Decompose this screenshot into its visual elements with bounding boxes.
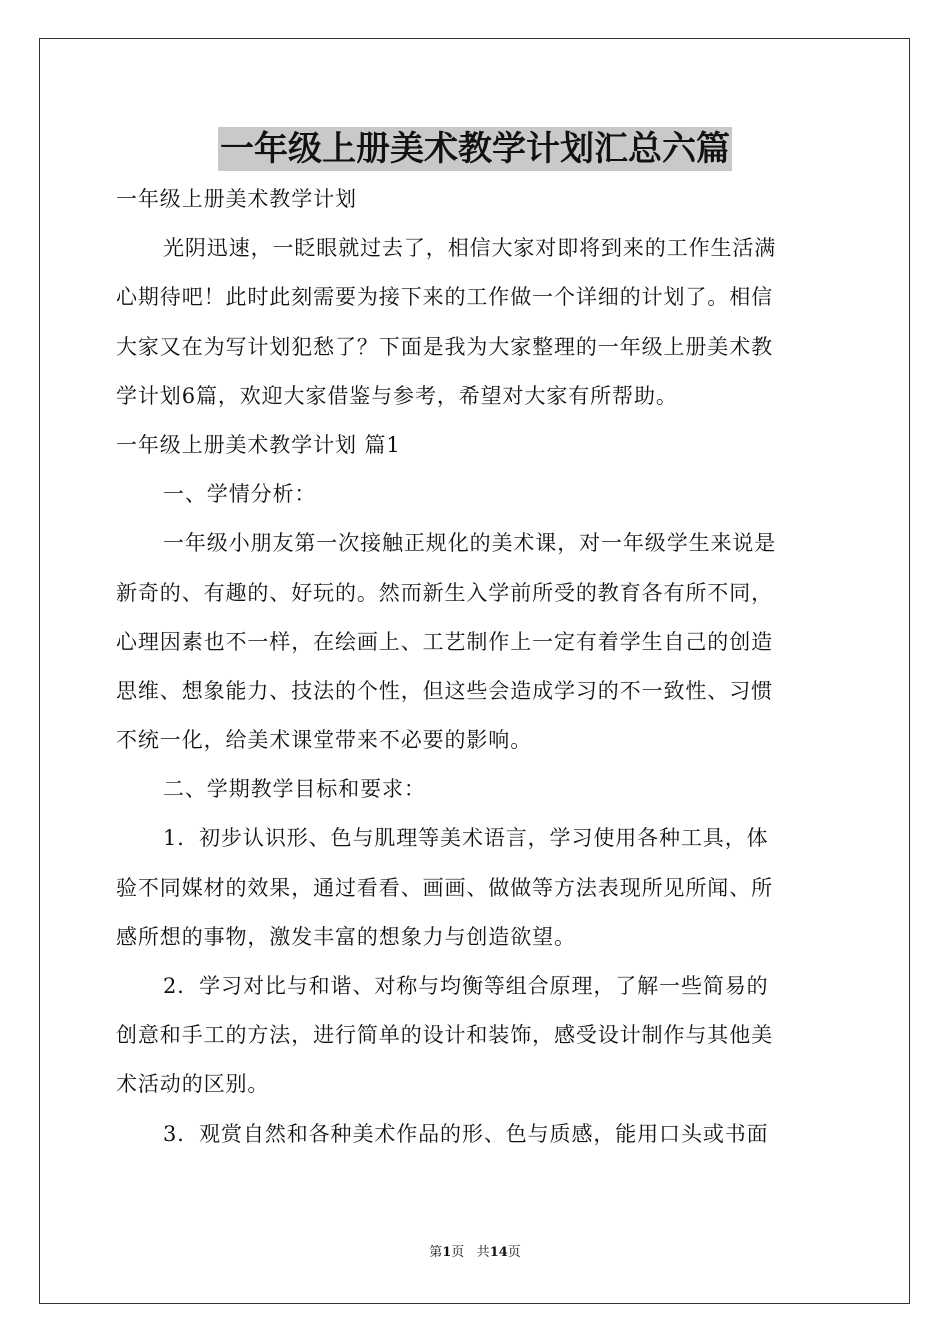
footer-total-pages: 14 [489, 1245, 508, 1260]
text-line: 1．初步认识形、色与肌理等美术语言，学习使用各种工具，体 [163, 826, 769, 851]
text-line: 一、学情分析： [163, 482, 317, 507]
text-line: 不统一化，给美术课堂带来不必要的影响。 [116, 728, 533, 753]
text-line: 学计划6篇，欢迎大家借鉴与参考，希望对大家有所帮助。 [116, 383, 678, 408]
text-line: 一年级上册美术教学计划 [116, 187, 357, 211]
text-line: 一年级小朋友第一次接触正规化的美术课，对一年级学生来说是 [163, 531, 777, 556]
title-container [0, 127, 950, 171]
text-line: 大家又在为写计划犯愁了？下面是我为大家整理的一年级上册美术教 [116, 334, 773, 359]
document-body [116, 175, 836, 1159]
text-line: 新奇的、有趣的、好玩的。然而新生入学前所受的教育各有所不同， [116, 580, 773, 605]
text-line: 术活动的区别。 [116, 1072, 270, 1097]
text-line: 思维、想象能力、技法的个性，但这些会造成学习的不一致性、习惯 [116, 678, 773, 703]
text-line: 二、学期教学目标和要求： [163, 777, 426, 802]
text-line: 感所想的事物，激发丰富的想象力与创造欲望。 [116, 924, 576, 949]
text-line: 心期待吧！此时此刻需要为接下来的工作做一个详细的计划了。相信 [116, 285, 773, 310]
text-line: 验不同媒材的效果，通过看看、画画、做做等方法表现所见所闻、所 [116, 875, 773, 900]
footer-page-suffix: 页 [451, 1245, 465, 1260]
text-line: 光阴迅速，一眨眼就过去了，相信大家对即将到来的工作生活满 [163, 236, 777, 261]
text-line: 一年级上册美术教学计划 篇1 [116, 432, 401, 457]
footer-page-prefix: 第 [429, 1245, 443, 1260]
footer-total-prefix: 共 [476, 1245, 490, 1260]
text-line: 3．观赏自然和各种美术作品的形、色与质感，能用口头或书面 [163, 1121, 769, 1146]
footer-total-suffix: 页 [507, 1245, 521, 1260]
text-line: 2．学习对比与和谐、对称与均衡等组合原理，了解一些简易的 [163, 974, 769, 998]
text-line: 创意和手工的方法，进行简单的设计和装饰，感受设计制作与其他美 [116, 1023, 773, 1048]
page-footer [0, 1243, 950, 1263]
text-line: 心理因素也不一样，在绘画上、工艺制作上一定有着学生自己的创造 [116, 629, 773, 654]
document-title: 一年级上册美术教学计划汇总六篇 [220, 129, 730, 169]
footer-page-number: 1 [442, 1245, 452, 1260]
